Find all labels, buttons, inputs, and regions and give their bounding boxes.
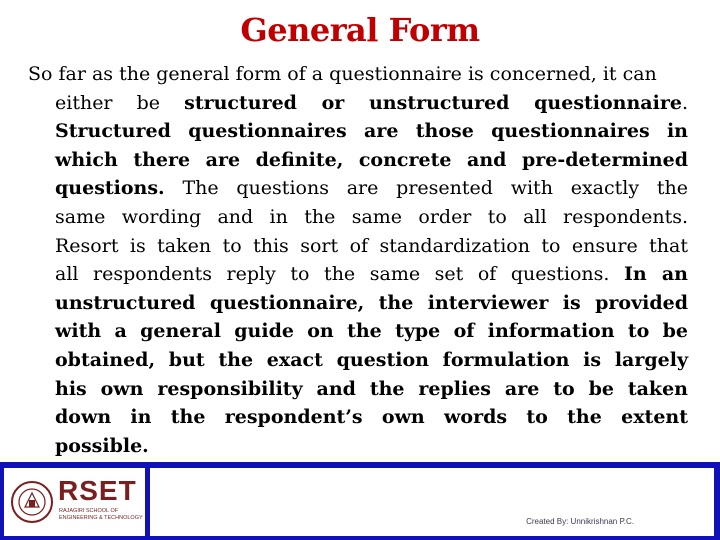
- body-line: [28, 232, 688, 261]
- body-text: .: [681, 91, 688, 114]
- body-text-bold: In an: [624, 263, 688, 286]
- slide-body: [28, 60, 688, 460]
- slide-title: General Form: [240, 11, 480, 49]
- body-text-bold: down in the respondent’s own words to the extent: [55, 406, 688, 429]
- body-text-bold: which there are definite, concrete and pre-determined: [55, 148, 688, 171]
- body-text-bold: unstructured questionnaire, the interviewer is provided: [55, 291, 688, 314]
- body-text-bold: obtained, but the exact question formulation is largely: [55, 348, 688, 371]
- logo: [4, 468, 145, 536]
- body-text-bold: structured or unstructured questionnaire: [184, 91, 682, 114]
- seal-icon: [10, 473, 54, 531]
- credit-panel: [150, 468, 714, 536]
- footer-bar: [0, 462, 720, 540]
- body-line: [28, 60, 688, 89]
- body-text-bold: with a general guide on the type of information to be: [55, 320, 688, 343]
- credit-text: Created By: Unnikrishnan P.C.: [526, 517, 634, 526]
- body-text: all respondents reply to the same set of questions.: [55, 263, 625, 286]
- body-text-bold: Structured questionnaires are those questionnaires in: [55, 120, 688, 143]
- body-text: So far as the general form of a questionnaire is concerned, it can: [28, 63, 657, 85]
- body-text: same wording and in the same order to all respondents.: [55, 205, 688, 228]
- body-text: The questions are presented with exactly the: [164, 177, 688, 200]
- logo-wordmark: RSET: [58, 475, 137, 506]
- body-line: [28, 375, 688, 404]
- body-line: [28, 260, 688, 289]
- body-line: [28, 203, 688, 232]
- body-line: [28, 117, 688, 146]
- body-text-bold: possible.: [55, 434, 149, 457]
- logo-subtext: RAJAGIRI SCHOOL OF ENGINEERING & TECHNOLOGY: [59, 508, 143, 521]
- body-text: either be: [55, 91, 185, 114]
- body-line: [28, 432, 688, 461]
- body-text-bold: his own responsibility and the replies are to be taken: [55, 377, 688, 400]
- body-line: [28, 89, 688, 118]
- body-line: [28, 146, 688, 175]
- body-line: [28, 174, 688, 203]
- body-text-bold: questions.: [55, 177, 165, 200]
- body-line: [28, 403, 688, 432]
- body-line: [28, 346, 688, 375]
- body-line: [28, 317, 688, 346]
- body-line: [28, 289, 688, 318]
- body-text: Resort is taken to this sort of standardization to ensure that: [55, 234, 688, 257]
